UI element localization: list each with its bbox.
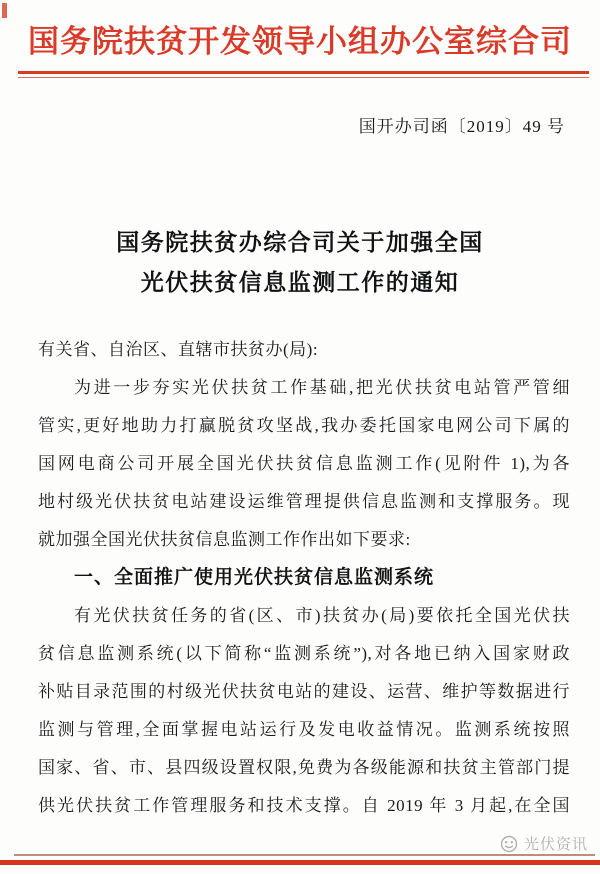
header-rule-thick	[18, 71, 589, 74]
body-line: 贫信息监测系统(以下简称“监测系统”),对各地已纳入国家财政	[38, 644, 570, 663]
notice-body	[38, 331, 570, 825]
letterhead-org: 国务院扶贫开发领导小组办公室综合司	[28, 24, 572, 59]
body-line: 国网电商公司开展全国光伏扶贫信息监测工作(见附件 1),为各	[38, 454, 570, 473]
body-line: 监测与管理,全面掌握电站运行及发电收益情况。监测系统按照	[38, 720, 570, 739]
body-line: 供光伏扶贫工作管理服务和技术支撑。自 2019 年 3 月起,在全国	[38, 796, 570, 815]
body-line: 国家、省、市、县四级设置权限,免费为各级能源和扶贫主管部门提	[38, 758, 570, 777]
watermark-label: 光伏资讯	[523, 836, 588, 853]
body-line: 有光伏扶贫任务的省(区、市)扶贫办(局)要依托全国光伏扶	[74, 606, 570, 625]
footer-rule-thick	[0, 860, 600, 865]
notice-title-line1: 国务院扶贫办综合司关于加强全国	[116, 230, 484, 255]
sun-face-logo-icon	[499, 834, 519, 854]
pv-news-watermark	[499, 833, 588, 854]
salutation-line: 有关省、自治区、直辖市扶贫办(局):	[38, 340, 319, 359]
document-number: 国开办司函〔2019〕49 号	[358, 117, 565, 136]
footer-rule-thin	[14, 854, 595, 856]
body-line: 补贴目录范围的村级光伏扶贫电站的建设、运营、维护等数据进行	[38, 682, 570, 701]
body-line: 管实,更好地助力打赢脱贫攻坚战,我办委托国家电网公司下属的	[38, 416, 570, 435]
body-line: 地村级光伏扶贫电站建设运维管理提供信息监测和支撑服务。现	[38, 492, 570, 511]
body-line: 就加强全国光伏扶贫信息监测工作作出如下要求:	[38, 530, 411, 549]
section-1-heading: 一、全面推广使用光伏扶贫信息监测系统	[74, 567, 435, 588]
notice-title-line2: 光伏扶贫信息监测工作的通知	[140, 270, 460, 295]
header-rule-thin	[18, 77, 589, 78]
body-line: 为进一步夯实光伏扶贫工作基础,把光伏扶贫电站管严管细	[74, 378, 570, 397]
